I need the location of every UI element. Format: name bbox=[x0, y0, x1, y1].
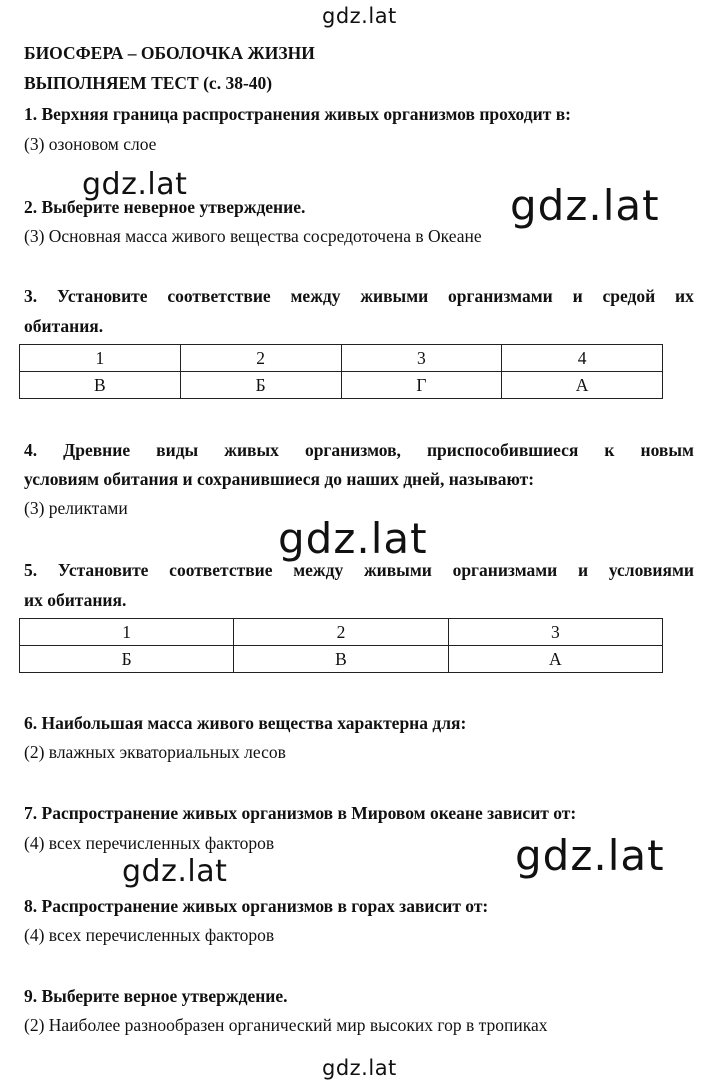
question-word: организмов, bbox=[304, 440, 401, 460]
watermark: gdz.lat bbox=[510, 181, 660, 230]
question-5-line-1 bbox=[24, 562, 694, 580]
question-word: средой bbox=[602, 286, 656, 306]
question-4-line-2: условиям обитания и сохранившиеся до наших дней, называют: bbox=[24, 469, 535, 489]
table-header-row bbox=[20, 619, 663, 646]
table-cell: А bbox=[448, 646, 662, 673]
question-word: между bbox=[293, 560, 344, 580]
question-word: соответствие bbox=[169, 560, 273, 580]
question-word: 4. bbox=[24, 440, 38, 460]
table-cell: В bbox=[20, 372, 181, 399]
question-word: и bbox=[578, 560, 589, 580]
table-cell: 1 bbox=[20, 619, 234, 646]
table-cell: 2 bbox=[180, 345, 341, 372]
table-cell: 2 bbox=[234, 619, 448, 646]
question-word: их bbox=[675, 286, 694, 306]
question-9: 9. Выберите верное утверждение. bbox=[24, 986, 288, 1006]
question-word: соответствие bbox=[167, 286, 271, 306]
question-3 bbox=[24, 288, 694, 306]
table-cell: 3 bbox=[448, 619, 662, 646]
table-cell: Б bbox=[20, 646, 234, 673]
question-word: виды bbox=[156, 440, 199, 460]
question-4 bbox=[24, 442, 694, 460]
question-3-line-1 bbox=[24, 288, 694, 306]
watermark-top: gdz.lat bbox=[322, 4, 397, 28]
watermark: gdz.lat bbox=[122, 854, 228, 889]
question-word: организмами bbox=[452, 560, 558, 580]
answer-7: (4) всех перечисленных факторов bbox=[24, 833, 275, 853]
question-word: и bbox=[572, 286, 583, 306]
table-cell: 3 bbox=[341, 345, 502, 372]
question-1: 1. Верхняя граница распространения живых организмов проходит в: bbox=[24, 104, 571, 124]
answer-4: (3) реликтами bbox=[24, 498, 128, 518]
question-word: живых bbox=[224, 440, 279, 460]
question-word: организмами bbox=[448, 286, 553, 306]
answer-2: (3) Основная масса живого вещества сосредоточена в Океане bbox=[24, 226, 482, 246]
question-word: живыми bbox=[363, 560, 432, 580]
answer-table-5 bbox=[19, 618, 663, 673]
question-word: живыми bbox=[360, 286, 429, 306]
question-word: 3. bbox=[24, 286, 38, 306]
question-word: приспособившиеся bbox=[426, 440, 579, 460]
question-2: 2. Выберите неверное утверждение. bbox=[24, 197, 306, 217]
question-6: 6. Наибольшая масса живого вещества характерна для: bbox=[24, 713, 467, 733]
watermark: gdz.lat bbox=[278, 514, 428, 563]
table-cell: 4 bbox=[502, 345, 663, 372]
table-cell: В bbox=[234, 646, 448, 673]
question-word: 5. bbox=[24, 560, 38, 580]
page-title: БИОСФЕРА – ОБОЛОЧКА ЖИЗНИ bbox=[24, 43, 315, 63]
watermark: gdz.lat bbox=[515, 831, 665, 880]
question-5 bbox=[24, 562, 694, 580]
table-row bbox=[20, 646, 663, 673]
question-7: 7. Распространение живых организмов в Мировом океане зависит от: bbox=[24, 803, 577, 823]
question-word: Установите bbox=[57, 560, 149, 580]
page-subtitle: ВЫПОЛНЯЕМ ТЕСТ (с. 38-40) bbox=[24, 73, 273, 93]
question-3-line-2: обитания. bbox=[24, 316, 104, 336]
question-word: Установите bbox=[56, 286, 148, 306]
table-cell: Г bbox=[341, 372, 502, 399]
table-cell: Б bbox=[180, 372, 341, 399]
table-row bbox=[20, 372, 663, 399]
question-word: между bbox=[290, 286, 341, 306]
table-cell: 1 bbox=[20, 345, 181, 372]
table-header-row bbox=[20, 345, 663, 372]
question-word: условиями bbox=[608, 560, 694, 580]
question-word: новым bbox=[640, 440, 694, 460]
question-word: Древние bbox=[63, 440, 131, 460]
watermark: gdz.lat bbox=[82, 167, 188, 202]
question-8: 8. Распространение живых организмов в горах зависит от: bbox=[24, 896, 489, 916]
answer-1: (3) озоновом слое bbox=[24, 134, 157, 154]
answer-6: (2) влажных экваториальных лесов bbox=[24, 742, 286, 762]
answer-table-3 bbox=[19, 344, 663, 399]
answer-8: (4) всех перечисленных факторов bbox=[24, 925, 275, 945]
question-5-line-2: их обитания. bbox=[24, 590, 127, 610]
question-word: к bbox=[604, 440, 615, 460]
answer-9: (2) Наиболее разнообразен органический мир высоких гор в тропиках bbox=[24, 1015, 548, 1035]
watermark-bottom: gdz.lat bbox=[322, 1056, 397, 1080]
table-cell: А bbox=[502, 372, 663, 399]
question-4-line-1 bbox=[24, 442, 694, 460]
